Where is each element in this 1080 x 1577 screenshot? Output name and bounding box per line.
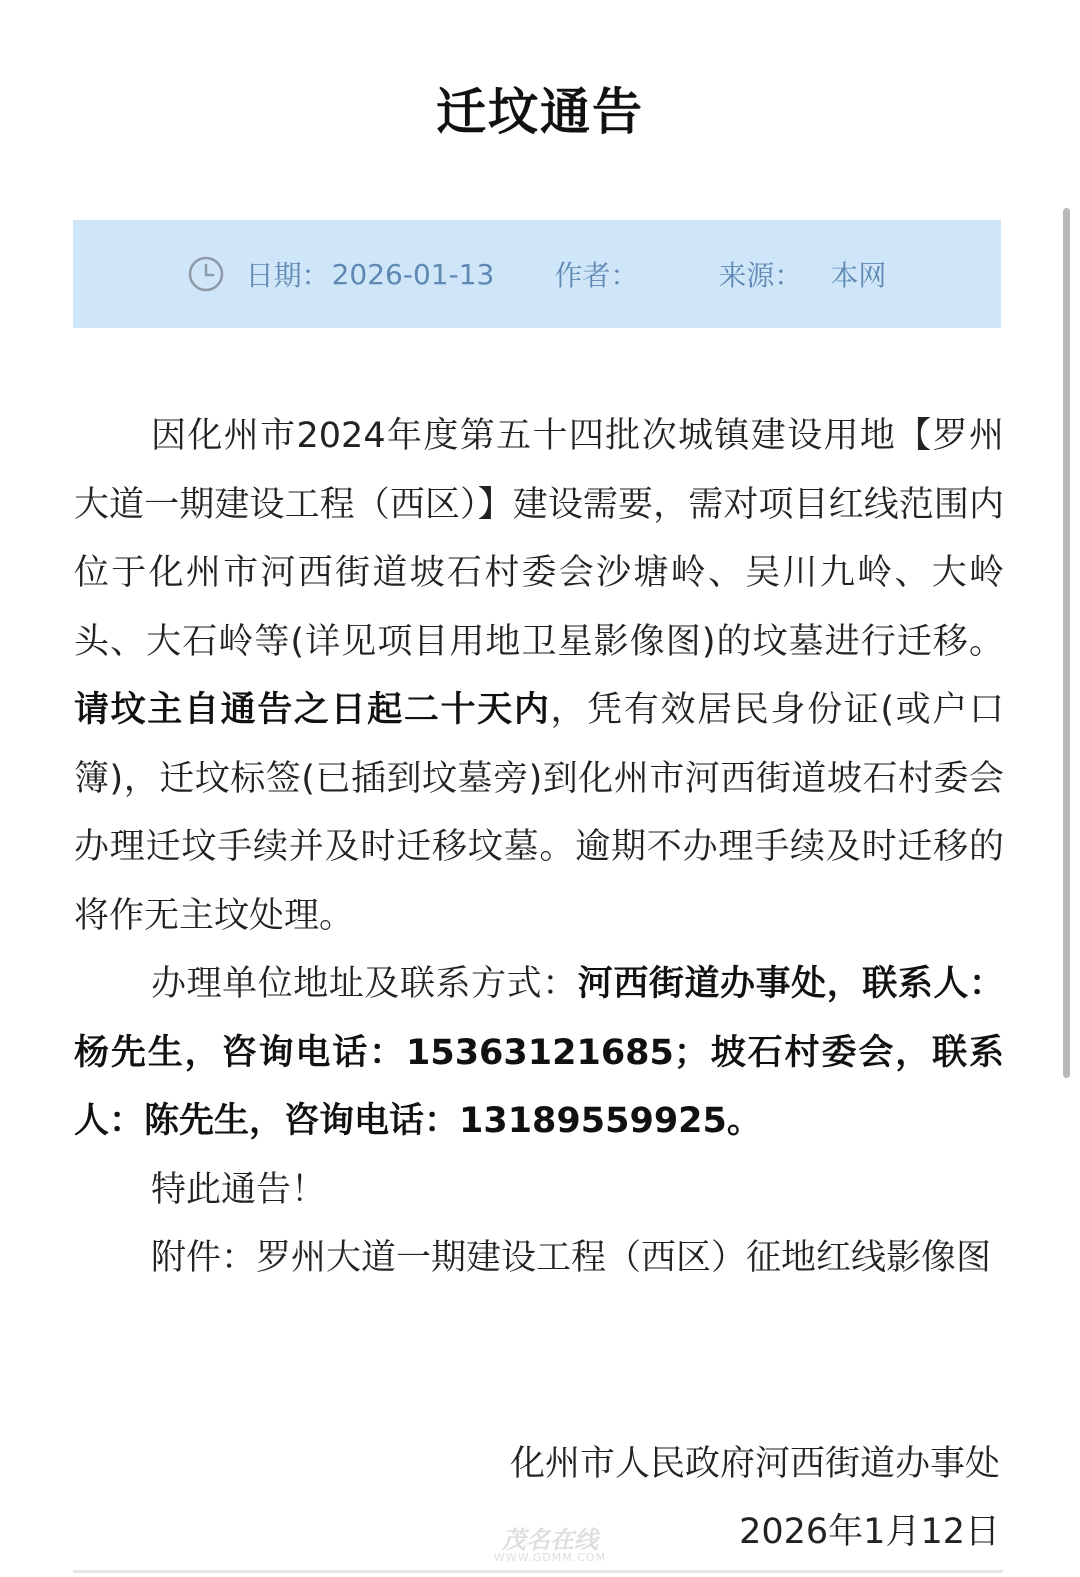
watermark-logo (450, 1528, 650, 1568)
contact-label: 办理单位地址及联系方式： (151, 964, 578, 1004)
author-label: 作者： (554, 259, 639, 292)
source-value: 本网 (830, 259, 887, 292)
source-label: 来源： (718, 259, 803, 292)
article-body (74, 402, 1004, 1293)
contact-details: 河西街道办事处，联系人：杨先生，咨询电话：15363121685；坡石村委会，联系人：陈先生，咨询电话：13189559925。 (74, 964, 1004, 1141)
date-value: 2026-01-13 (331, 257, 495, 291)
paragraph-closing: 特此通告！ (151, 1169, 327, 1210)
scrollbar-thumb[interactable] (1063, 208, 1070, 1078)
date-label: 日期： (245, 259, 330, 292)
paragraph-notice (74, 402, 1004, 950)
notice-deadline: 请坟主自通告之日起二十天内 (74, 690, 551, 730)
signature-date: 2026年1月12日 (739, 1512, 1000, 1552)
signature-org: 化州市人民政府河西街道办事处 (509, 1444, 1000, 1484)
divider (73, 1570, 1003, 1573)
notice-text: 因化州市2024年度第五十四批次城镇建设用地【罗州大道一期建设工程（西区）】建设需要，需对项目红线范围内位于化州市河西街道坡石村委会沙塘岭、吴川九岭、大岭头、大石岭等(详见项目用地卫星影像图)的坟墓进行迁移。 (74, 416, 1004, 662)
paragraph-attachment: 附件：罗州大道一期建设工程（西区）征地红线影像图 (151, 1238, 992, 1278)
watermark-url: WWW.GDMM.COM (493, 1551, 607, 1564)
watermark-logo-text: 茂名在线 (502, 1526, 598, 1554)
meta-source (718, 254, 886, 294)
clock-icon (188, 256, 224, 292)
paragraph-contact (74, 950, 1004, 1156)
notice-text-cont: ，凭有效居民身份证(或户口簿)，迁坟标签(已插到坟墓旁)到化州市河西街道坡石村委会办理迁坟手续并及时迁移坟墓。逾期不办理手续及时迁移的将作无主坟处理。 (74, 690, 1004, 936)
meta-date (246, 254, 495, 294)
article-meta-bar (73, 220, 1001, 328)
meta-author (554, 254, 640, 294)
page-title: 迁坟通告 (436, 83, 644, 141)
